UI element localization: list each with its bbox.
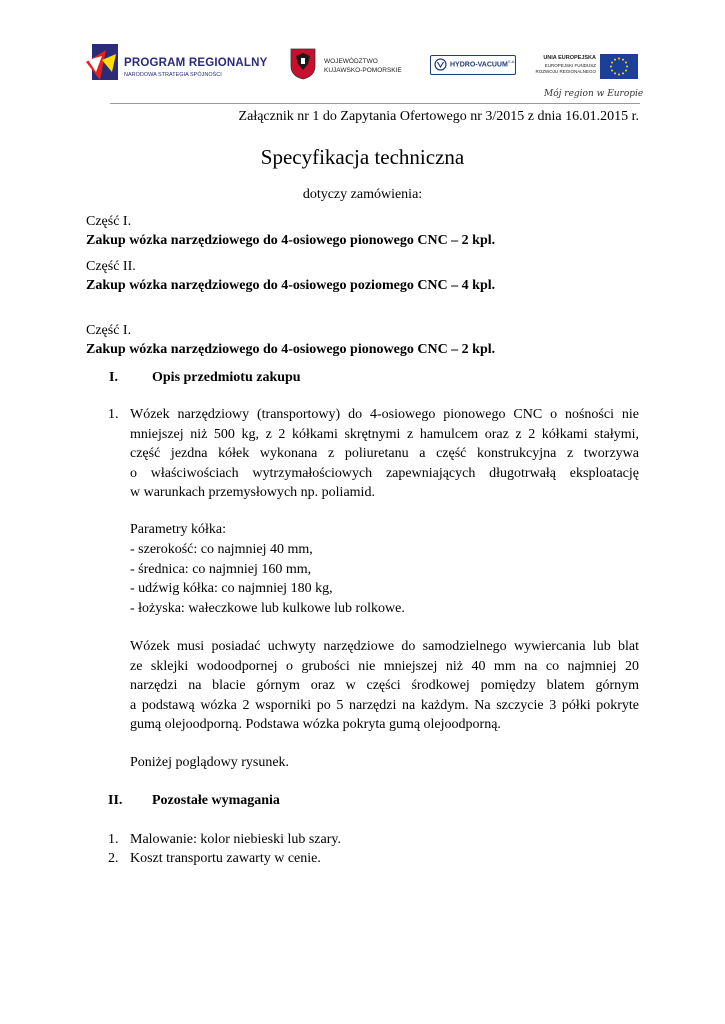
program-title: PROGRAM REGIONALNY xyxy=(124,57,268,69)
req2-text: Koszt transportu zawarty w cenie. xyxy=(130,851,321,866)
eu-logo xyxy=(532,54,642,78)
cart-line: gumą olejoodporną. Podstawa wózka pokryta gumą olejoodporną. xyxy=(130,717,501,733)
company-suffix: S.A. xyxy=(507,59,516,64)
program-regionalny-logo xyxy=(86,42,266,82)
cart-description xyxy=(130,637,639,735)
item1-description xyxy=(130,405,639,503)
region-line2: KUJAWSKO-POMORSKIE xyxy=(324,67,402,74)
wheel-params-list xyxy=(130,540,405,618)
part1-label: Część I. xyxy=(86,214,132,229)
wheel-params-title: Parametry kółka: xyxy=(130,522,227,537)
eu-line1: UNIA EUROPEJSKA xyxy=(543,55,596,61)
coat-of-arms-icon xyxy=(290,48,316,80)
header-logos xyxy=(86,38,642,88)
part1b-label: Część I. xyxy=(86,323,132,338)
item1-line: mniejszej niż 500 kg, z 2 kółkami skrętnymi z hamulcem oraz z 2 kółkami stałymi, xyxy=(130,426,639,442)
part2-title: Zakup wózka narzędziowego do 4-osiowego poziomego CNC – 4 kpl. xyxy=(86,278,496,293)
req2-number: 2. xyxy=(108,851,119,866)
attachment-note: Załącznik nr 1 do Zapytania Ofertowego nr 3/2015 z dnia 16.01.2015 r. xyxy=(238,109,639,124)
company-name: HYDRO-$VACUUM^{S.A.}$ xyxy=(450,59,516,69)
wojewodztwo-logo xyxy=(290,48,410,80)
motto-signature: Mój region w Europie xyxy=(544,89,644,99)
part2-label: Część II. xyxy=(86,259,136,274)
hydro-vacuum-emblem-icon xyxy=(434,58,447,71)
wheel-param: - udźwig kółka: co najmniej 180 kg, xyxy=(130,581,333,597)
section2-number: II. xyxy=(108,793,123,808)
req1-number: 1. xyxy=(108,832,119,847)
eu-flag-icon xyxy=(600,54,638,79)
section1-number: I. xyxy=(109,370,118,385)
eu-line2: EUROPEJSKI FUNDUSZ xyxy=(544,63,596,68)
eu-line3: ROZWOJU REGIONALNEGO xyxy=(535,69,596,74)
part1b-title: Zakup wózka narzędziowego do 4-osiowego pionowego CNC – 2 kpl. xyxy=(86,342,496,357)
document-subtitle: dotyczy zamówienia: xyxy=(302,187,423,202)
cart-line: ze sklejki wodoodpornej o grubości nie mniejszej niż 40 mm na co najmniej 20 xyxy=(130,658,639,674)
drawing-note: Poniżej poglądowy rysunek. xyxy=(130,755,290,770)
item1-line: część jezdna kółek wykonana z poliuretanu a część konstrukcyjna z tworzywa xyxy=(130,446,639,462)
part1-title: Zakup wózka narzędziowego do 4-osiowego pionowego CNC – 2 kpl. xyxy=(86,233,496,248)
cart-line: a podstawą wózka 2 wsporniki po 5 narzędzi na każdym. Na szczycie 3 półki pokryte xyxy=(130,697,639,713)
wheel-param: - szerokość: co najmniej 40 mm, xyxy=(130,542,313,557)
cart-line: narzędzi na blacie górnym oraz w części środkowej pomiędzy blatem górnym xyxy=(130,678,639,694)
req1-text: Malowanie: kolor niebieski lub szary. xyxy=(130,832,341,847)
cart-line: Wózek musi posiadać uchwyty narzędziowe do samodzielnego wywiercania lub blat xyxy=(130,639,639,654)
program-subtitle: NARODOWA STRATEGIA SPÓJNOŚCI xyxy=(124,72,222,78)
document-title: Specyfikacja techniczna xyxy=(260,145,465,169)
hydro-vacuum-logo xyxy=(430,55,516,75)
wheel-param: - średnica: co najmniej 160 mm, xyxy=(130,561,312,577)
item1-line: w warunkach przemysłowych np. poliamid. xyxy=(130,485,375,501)
item1-line: Wózek narzędziowy (transportowy) do 4-osiowego pionowego CNC o nośności nie xyxy=(130,407,639,422)
item1-line: o właściwościach wytrzymałościowych zapewniających długotrwałą eksploatację xyxy=(130,465,639,481)
header-divider xyxy=(110,103,640,104)
section1-title: Opis przedmiotu zakupu xyxy=(152,370,301,385)
section2-title: Pozostałe wymagania xyxy=(152,793,280,808)
region-line1: WOJEWÓDZTWO xyxy=(324,58,378,65)
item1-number: 1. xyxy=(108,407,119,422)
wheel-param: - łożyska: wałeczkowe lub kulkowe lub rolkowe. xyxy=(130,600,405,616)
program-regionalny-emblem-icon xyxy=(86,42,120,82)
